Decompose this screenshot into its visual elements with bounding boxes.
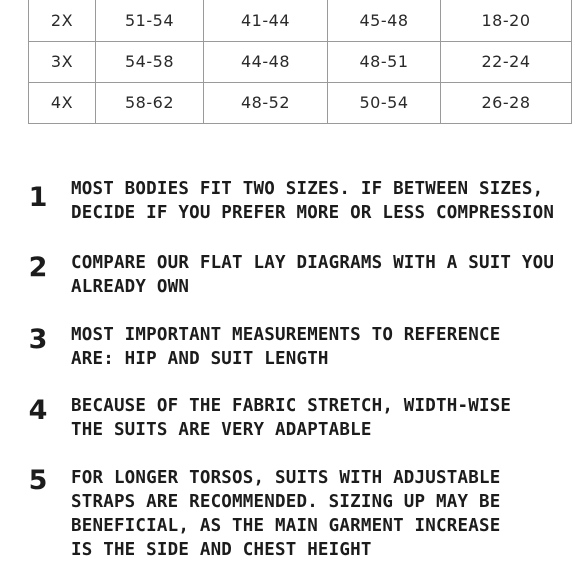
tip-line: ARE: HIP AND SUIT LENGTH xyxy=(71,349,329,369)
measurement-cell: 44-48 xyxy=(204,41,328,82)
measurement-cell: 41-44 xyxy=(204,0,328,41)
tip-line: BENEFICIAL, AS THE MAIN GARMENT INCREASE xyxy=(71,516,501,536)
measurement-cell: 45-48 xyxy=(328,0,441,41)
tip-line: FOR LONGER TORSOS, SUITS WITH ADJUSTABLE xyxy=(71,468,501,488)
size-cell: 3X xyxy=(29,41,96,82)
tip-text xyxy=(71,394,576,442)
table-row xyxy=(29,41,572,82)
tip-number: 1 xyxy=(28,182,48,213)
table-row xyxy=(29,0,572,41)
tip-line: COMPARE OUR FLAT LAY DIAGRAMS WITH A SUIT YOU xyxy=(71,253,555,273)
tip-line: MOST BODIES FIT TWO SIZES. IF BETWEEN SIZES, xyxy=(71,179,544,199)
tip-number: 4 xyxy=(28,395,48,426)
tip-number: 2 xyxy=(28,252,48,283)
tip-line: BECAUSE OF THE FABRIC STRETCH, WIDTH-WISE xyxy=(71,396,512,416)
size-cell: 2X xyxy=(29,0,96,41)
measurement-cell: 22-24 xyxy=(441,41,572,82)
measurement-cell: 26-28 xyxy=(441,82,572,123)
tip-text xyxy=(71,466,576,562)
measurement-cell: 48-52 xyxy=(204,82,328,123)
size-cell: 4X xyxy=(29,82,96,123)
tip-number: 5 xyxy=(28,465,48,496)
tip-line: ALREADY OWN xyxy=(71,277,190,297)
tip-line: THE SUITS ARE VERY ADAPTABLE xyxy=(71,420,372,440)
size-chart-table xyxy=(28,0,572,124)
measurement-cell: 58-62 xyxy=(96,82,204,123)
tip-line: MOST IMPORTANT MEASUREMENTS TO REFERENCE xyxy=(71,325,501,345)
measurement-cell: 50-54 xyxy=(328,82,441,123)
tip-line: DECIDE IF YOU PREFER MORE OR LESS COMPRESSION xyxy=(71,203,555,223)
tip-text xyxy=(71,177,576,225)
tip-text xyxy=(71,251,576,299)
measurement-cell: 51-54 xyxy=(96,0,204,41)
table-row xyxy=(29,82,572,123)
measurement-cell: 48-51 xyxy=(328,41,441,82)
measurement-cell: 18-20 xyxy=(441,0,572,41)
tip-text xyxy=(71,323,576,371)
tip-number: 3 xyxy=(28,324,48,355)
measurement-cell: 54-58 xyxy=(96,41,204,82)
tip-line: IS THE SIDE AND CHEST HEIGHT xyxy=(71,540,372,560)
tip-line: STRAPS ARE RECOMMENDED. SIZING UP MAY BE xyxy=(71,492,501,512)
